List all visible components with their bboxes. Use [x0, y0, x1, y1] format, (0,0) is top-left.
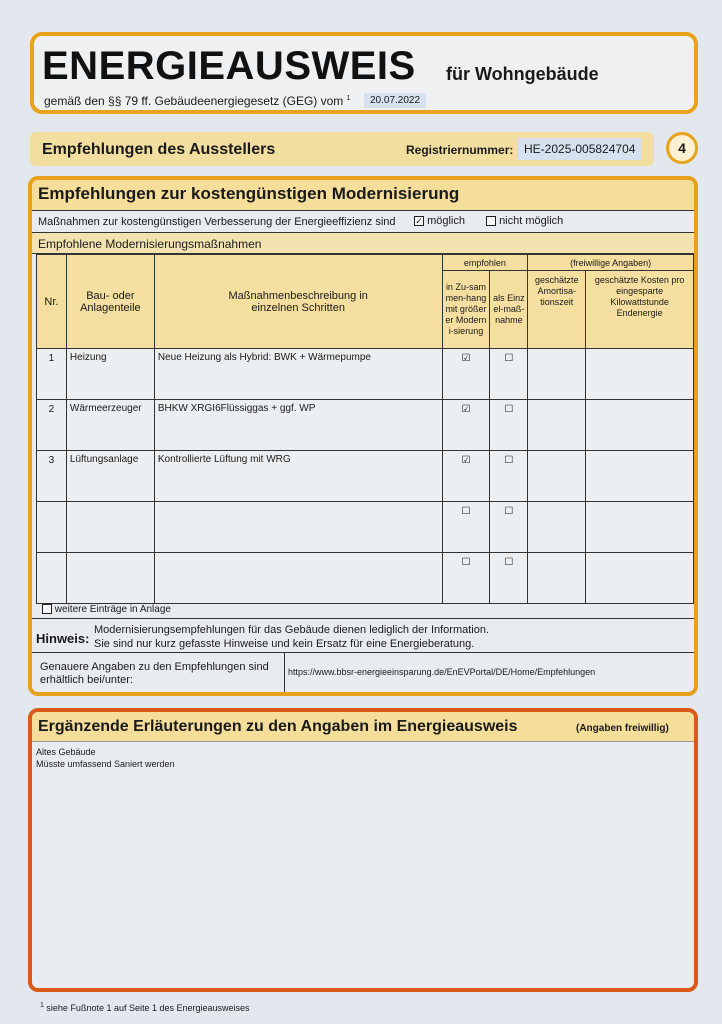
measures-table — [36, 254, 694, 604]
hint-label: Hinweis: — [36, 631, 90, 646]
section-bar — [30, 132, 654, 166]
row-amortization — [528, 451, 586, 502]
row-description — [154, 502, 442, 553]
certificate-subtitle: für Wohngebäude — [446, 64, 599, 84]
more-info-url[interactable]: https://www.bbsr-energieeinsparung.de/EnEVPortal/DE/Home/Empfehlungen — [288, 667, 596, 677]
row-component: Wärmeerzeuger — [66, 400, 154, 451]
table-row — [37, 349, 694, 400]
explanations-note: (Angaben freiwillig) — [576, 723, 669, 734]
registration-number: HE-2025-005824704 — [518, 138, 641, 160]
row-costs — [586, 451, 694, 502]
possible-checkbox[interactable]: ✓ — [415, 216, 423, 227]
page-number: 4 — [666, 132, 698, 164]
recommended-measures-label-row: Empfohlene Modernisierungsmaßnahmen — [32, 232, 694, 254]
explanations-text: Altes Gebäude Müsste umfassend Saniert werden — [36, 747, 175, 769]
col-component: Bau- oder Anlagenteile — [66, 255, 154, 349]
col-single: als Einzel-maß-nahme — [490, 271, 528, 349]
explanations-header — [32, 712, 694, 742]
recommendations-header — [32, 180, 694, 210]
law-reference: gemäß den §§ 79 ff. Gebäudeenergiegesetz (GEG) vom $^1$ — [44, 94, 351, 108]
row-costs — [586, 349, 694, 400]
explanations-title: Ergänzende Erläuterungen zu den Angaben im Energieausweis — [38, 718, 518, 735]
col-optional: (freiwillige Angaben) — [528, 255, 694, 271]
single-checkbox[interactable]: ☐ — [490, 502, 528, 553]
recommendations-panel — [28, 176, 698, 696]
explanations-panel — [28, 708, 698, 992]
row-nr: 1 — [37, 349, 67, 400]
col-combined: in Zu-sammen-hang mit größerer Moderni-sierung — [442, 271, 490, 349]
hint-row — [32, 618, 694, 652]
footnote: $^1$ siehe Fußnote 1 auf Seite 1 des Energieausweises — [40, 1002, 250, 1013]
recommendations-title: Empfehlungen zur kostengünstigen Modernisierung — [38, 184, 460, 203]
option-possible[interactable]: ✓ möglich — [415, 215, 465, 227]
row-nr — [37, 502, 67, 553]
row-description — [154, 553, 442, 604]
more-info-row — [32, 652, 694, 694]
row-nr: 3 — [37, 451, 67, 502]
row-description: Kontrollierte Lüftung mit WRG — [154, 451, 442, 502]
hint-text: Modernisierungsempfehlungen für das Gebäude dienen lediglich der Information. Sie sind nur kurz gefasste Hinweise und kein Ersatz für eine Energieberatung. — [94, 624, 490, 650]
col-nr: Nr. — [37, 255, 67, 349]
row-amortization — [528, 553, 586, 604]
col-costs: geschätzte Kosten pro eingesparte Kilowattstunde Endenergie — [586, 271, 694, 349]
not-possible-checkbox[interactable] — [486, 216, 496, 226]
table-row — [37, 502, 694, 553]
row-component — [66, 502, 154, 553]
single-checkbox[interactable]: ☐ — [490, 400, 528, 451]
row-amortization — [528, 400, 586, 451]
row-costs — [586, 553, 694, 604]
certificate-title: ENERGIEAUSWEIS — [42, 44, 416, 88]
section-title: Empfehlungen des Ausstellers — [42, 141, 276, 158]
option-not-possible[interactable]: nicht möglich — [486, 215, 563, 227]
combined-checkbox[interactable]: ☐ — [442, 553, 490, 604]
row-amortization — [528, 349, 586, 400]
table-row — [37, 451, 694, 502]
row-description: Neue Heizung als Hybrid: BWK + Wärmepumpe — [154, 349, 442, 400]
col-amortization: geschätzte Amortisa-tionszeit — [528, 271, 586, 349]
row-costs — [586, 502, 694, 553]
combined-checkbox[interactable]: ☐ — [442, 502, 490, 553]
single-checkbox[interactable]: ☐ — [490, 451, 528, 502]
row-description: BHKW XRGI6Flüssiggas + ggf. WP — [154, 400, 442, 451]
law-date: 20.07.2022 — [364, 93, 426, 108]
measures-label: Maßnahmen zur kostengünstigen Verbesserung der Energieeffizienz sind — [38, 216, 396, 228]
row-component: Lüftungsanlage — [66, 451, 154, 502]
col-description: Maßnahmenbeschreibung in einzelnen Schritten — [154, 255, 442, 349]
more-info-label: Genauere Angaben zu den Empfehlungen sind erhältlich bei/unter: — [40, 661, 269, 686]
more-entries-checkbox[interactable] — [42, 604, 52, 614]
table-row — [37, 553, 694, 604]
combined-checkbox[interactable]: ☑ — [442, 451, 490, 502]
row-nr — [37, 553, 67, 604]
single-checkbox[interactable]: ☐ — [490, 553, 528, 604]
divider — [284, 653, 285, 695]
certificate-header — [30, 32, 698, 114]
row-costs — [586, 400, 694, 451]
single-checkbox[interactable]: ☐ — [490, 349, 528, 400]
measures-row — [32, 210, 694, 232]
row-amortization — [528, 502, 586, 553]
col-recommended: empfohlen — [442, 255, 528, 271]
combined-checkbox[interactable]: ☑ — [442, 400, 490, 451]
combined-checkbox[interactable]: ☑ — [442, 349, 490, 400]
more-entries[interactable]: weitere Einträge in Anlage — [42, 604, 171, 615]
row-component: Heizung — [66, 349, 154, 400]
row-component — [66, 553, 154, 604]
row-nr: 2 — [37, 400, 67, 451]
table-row — [37, 400, 694, 451]
registration-label: Registriernummer: — [406, 143, 514, 157]
